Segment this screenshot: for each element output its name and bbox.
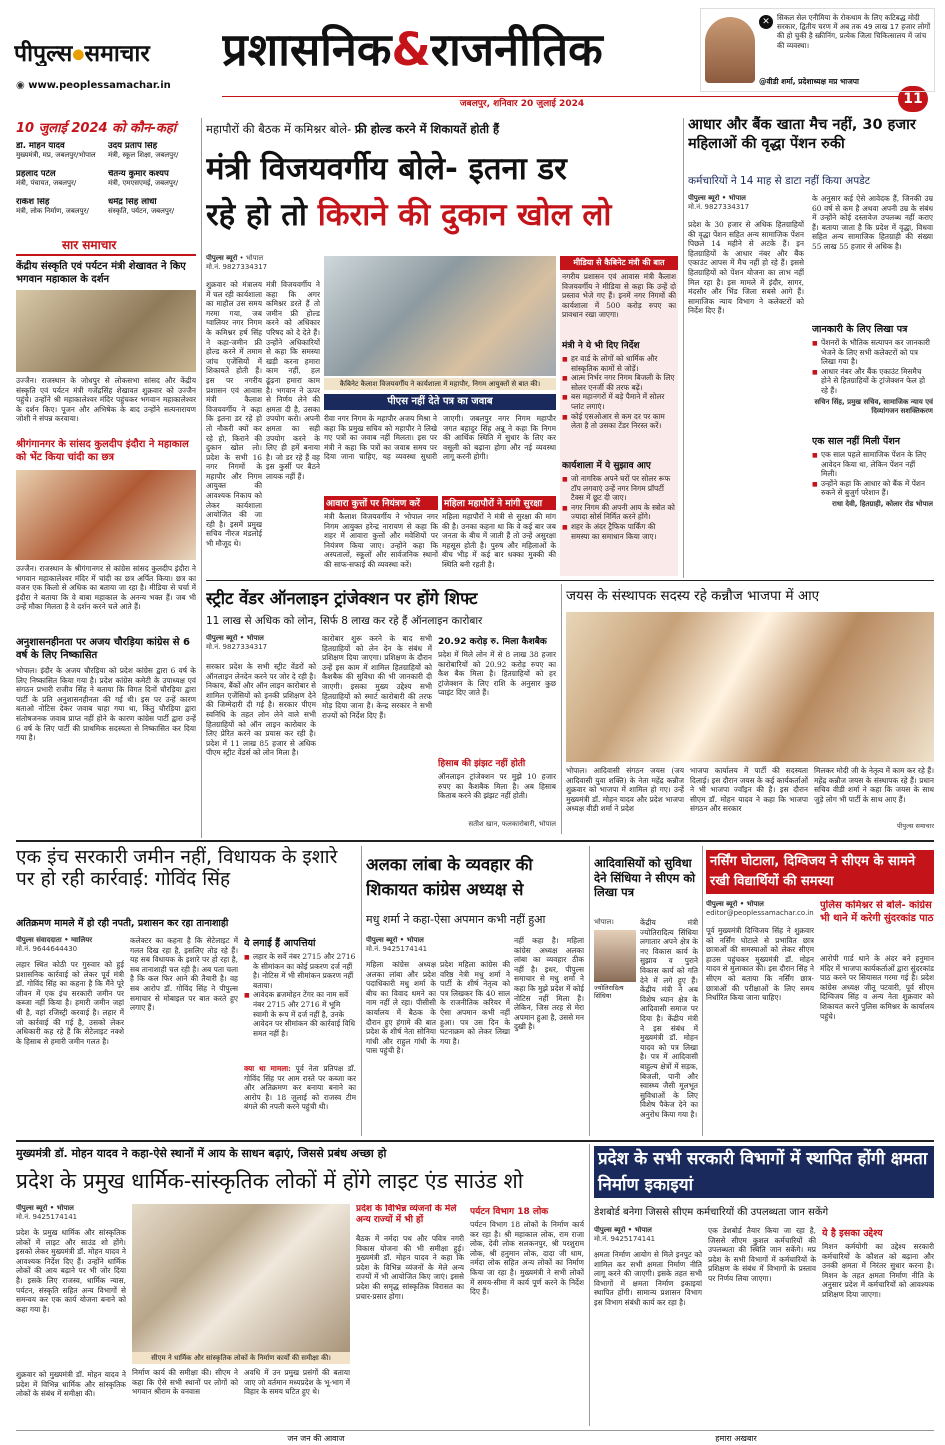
scindia-caption: ज्योतिरादित्य सिंधिया xyxy=(594,984,624,1000)
vendor-hisab-head: हिसाब की झंझट नहीं होती xyxy=(438,759,526,769)
govind-sub-head: ये लगाई हैं आपत्तियां xyxy=(244,938,316,949)
kicker-bold: फ्री होल्ड करने में शिकायतें होती हैं xyxy=(354,122,500,136)
alka-byline xyxy=(366,936,472,958)
pension-box2-head: एक साल नहीं मिली पेंशन xyxy=(812,436,901,447)
govind-note-text: पूर्व नेता प्रतिपक्ष डॉ. गोविंद सिंह पर आम रास्ते पर कब्जा कर और अतिक्रमण कर बनाया बनाने का आरोप है। 18 जुलाई को राजस्व टीम बंगले की नपती करने पहुंची थी। xyxy=(244,1064,356,1112)
lead-photo xyxy=(324,256,556,376)
person-4 xyxy=(108,170,196,196)
saar-heading xyxy=(16,236,196,256)
byline-text: पीपुल्स ब्यूरो • भोपाल xyxy=(206,634,264,642)
alka-story xyxy=(366,846,584,1136)
capacity-col1: क्षमता निर्माण आयोग से मिले इनपुट को शामिल कर सभी क्षमता निर्माण नीति लागू करने की जाएगी। इसके तहत सभी विभागों में क्षमता निर्माण इकाइयां स्थापित होंगी। सामान्य प्रशासन विभाग इस विभाग संबंधी कार्य कर रहा है। xyxy=(594,1250,702,1307)
chhatra-photo xyxy=(16,470,196,560)
vendor-quote-by: सतीश खान, फलकारोबारी, भोपाल xyxy=(468,820,556,828)
footer-right: हमारा अखबार xyxy=(715,1434,757,1443)
footer xyxy=(16,1430,934,1444)
byline-text: पीपुल्स ब्यूरो • भोपाल xyxy=(688,194,746,202)
pension-col1: प्रदेश के 30 हजार से अधिक हितग्राहियों की वृद्धा पेंशन सहित अन्य सामाजिक पेंशन पिछले 14 महीने से अटके हैं। इन हितग्राहियों के आधार नंबर और बैंक एकाउंट आपस में मैच नहीं हो रहे हैं। इससे हितग्राहियों को पेंशन योजना का लाभ नहीं मिल रहा है। इस मामले में इंदौर, सागर, मंदसौर और भिंड जिला सबसे आगे हैं। सामाजिक न्याय विभाग ने कलेक्टरों को निर्देश दिए हैं। xyxy=(688,220,804,316)
capacity-byline xyxy=(594,1226,704,1248)
scindia-text: केंद्रीय मंत्री ज्योतिरादित्य सिंधिया लगातार अपने क्षेत्र के नए विकास कार्य के सुझाव व पुराने विकास कार्य को गति देने में लगे हुए हैं। केंद्रीय मंत्री ने अब विशेष ध्यान क्षेत्र के आदिवासी समाज पर दिया है। केंद्रीय मंत्री ने इस संबंध में मुख्यमंत्री डॉ. मोहन यादव को पत्र लिखा है। पत्र में आदिवासी बाहुल्य क्षेत्रों में सड़क, बिजली, पानी और स्वास्थ्य जैसी मूलभूत सुविधाओं के लिए विशेष पैकेज देने का अनुरोध किया गया है। xyxy=(640,918,698,1119)
person-name: प्रहलाद पटेल xyxy=(16,170,56,179)
section-title-b: राजनीतिक xyxy=(430,23,603,76)
dateline-bar xyxy=(222,96,912,108)
headline-line1: मंत्री विजयवर्गीय बोले- इतना डर xyxy=(206,151,567,187)
religious-col3: बैठक में नर्मदा पथ और पवित्र नगरी विकास योजना की भी समीक्षा हुई। मुख्यमंत्री डॉ. मोहन यादव ने कहा कि प्रदेश के विभिन्न व्यंजनों के मेले अन्य राज्यों में भी आयोजित किए जाएं। इससे प्रदेश की समृद्ध सांस्कृतिक विरासत का प्रचार-प्रसार होगा। xyxy=(356,1234,464,1301)
logo[interactable] xyxy=(14,36,204,66)
media-bullet: ■ बस महानगरों में बड़े पैमाने में सोलर प्लांट लगाएं। xyxy=(562,392,676,411)
vendor-col1: सरकार प्रदेश के सभी स्ट्रीट वेंडरों को ऑनलाइन लेनदेन करने पर जोर दे रही है। निकाय, बैंकों और ऑन लाइन कारोबार से शामिल एजेंसियों को इनकी प्रशिक्षण देने की जिम्मेदारी दी गई है। सरकार पीएम स्वनिधि के तहत लोन लेने वाले सभी हितग्राहियों को ऑन लाइन कारोबार के लिए प्रेरित करने का प्रयास कर रही है। प्रदेश में 11 लाख 85 हजार से अधिक पीएम स्ट्रीट वेंडर्स को लोन मिला है। xyxy=(206,662,316,758)
media-bullet: ■ शहर के अंदर ट्रैफिक पार्किंग की समस्या का समाधान किया जाए। xyxy=(562,522,676,541)
religious-photo-caption: सीएम ने धार्मिक और सांस्कृतिक लोकों के निर्माण कार्यों की समीक्षा की। xyxy=(132,1352,350,1364)
sub1-text: रीवा नगर निगम के महापौर अजय मिश्रा ने कहा कि प्रमुख सचिव को महापौर ने लिखे गए पत्रों का जवाब नहीं मिलता। इस पर मंत्री ने कहा कि पत्रों का जवाब समय पर दिया जाना चाहिए, यह व्यवस्था सुधारी जाएगी। जबलपुर नगर निगम महापौर जगत बहादुर सिंह अन्नू ने कहा कि निगम की आर्थिक स्थिति में सुधार के लिए कर वसूली को बढ़ाना होगा और नई व्यवस्था लागू करनी होगी। xyxy=(324,414,556,462)
media-sidebar xyxy=(560,256,678,576)
pension-story xyxy=(688,116,933,576)
vendor-story xyxy=(206,584,556,834)
media-intro: नगरीय प्रशासन एवं आवास मंत्री कैलाश विजयवर्गीय ने मीडिया से कहा कि उन्हें दो प्रस्ताव भेजे गए हैं। इनमें नगर निगमों की कार्यशाला में 500 करोड़ रुपए का प्रावधान रखा जाएगा। xyxy=(562,272,676,320)
byline-city: भोपाल xyxy=(245,254,264,262)
byline-phone: मो.नं. 9827334317 xyxy=(688,203,750,211)
divider xyxy=(201,118,202,838)
govind-story xyxy=(16,846,356,1136)
religious-col1: प्रदेश के प्रमुख धार्मिक और सांस्कृतिक लोकों में लाइट और साउंड शो होंगे। इसको लेकर मुख्यमंत्री डॉ. मोहन यादव ने आवश्यक निर्देश दिए हैं। उन्होंने धार्मिक लोकों की आय बढ़ाने पर भी जोर दिया है। इसके लिए राजस्व, धार्मिक न्यास, पर्यटन, संस्कृति सहित अन्य विभागों से समन्वय कर एक कार्य योजना बनाने को कहा गया है। xyxy=(16,1228,126,1314)
logo-part1: पीपुल्स xyxy=(14,41,73,66)
vendor-headline: स्ट्रीट वेंडर ऑनलाइन ट्रांजेक्शन पर होंगे शिफ्ट xyxy=(206,589,478,608)
dateline: जबलपुर, शनिवार 20 जुलाई 2024 xyxy=(382,96,662,108)
sub2-text: मंत्री कैलाश विजयवर्गीय ने भोपाल नगर निगम आयुक्त हरेन्द्र नारायण से कहा कि शहर में आवारा कुत्तों और मवेशियों पर नियंत्रण किया जाए। उन्होंने कहा कि अस्पतालों, स्कूलों और सार्वजनिक स्थानों की साफ-सफाई की व्यवस्था करें। xyxy=(324,512,438,569)
kannauj-caption3: मिलकर मोदी जी के नेतृत्व में काम कर रहे हैं। महेंद्र कन्नौज जयस के संस्थापक रहे हैं। प्रधान सचिव वीडी शर्मा ने कहा कि जयस के साथ जुड़े लोग भी पार्टी के साथ आए हैं। xyxy=(814,766,934,804)
media-heading: मीडिया से कैबिनेट मंत्री की बात xyxy=(560,256,678,270)
saar-item1-text: उज्जैन। राजस्थान के जोधपुर से लोकसभा सांसद और केंद्रीय संस्कृति एवं पर्यटन मंत्री गजेंद्रसिंह शेखावत शुक्रवार को उज्जैन पहुंचे। उन्होंने श्री महाकालेश्वर मंदिर पहुंचकर भगवान महाकालेश्वर के दर्शन किए। पूजन और अभिषेक के बाद उन्होंने सत्यनारायण जोशी ने संपन्न करवाया। xyxy=(16,376,196,424)
capacity-story xyxy=(594,1144,934,1426)
pension-bullet: ■ आधार नंबर और बैंक एकाउंट मिसमैच होने से हितग्राहियों के ट्रांजेक्शन फेल हो रहे हैं। xyxy=(812,367,933,396)
divider xyxy=(16,840,934,842)
person-1 xyxy=(16,142,104,168)
person-detail: मंत्री, पंचायत, जबलपुर/ xyxy=(16,179,77,187)
lead-col2: मंत्री विजयवर्गीय ने कहा कि अगर कमिश्नर डरते हैं तो जमीन फ्री होल्ड करने को अधिकार परिषद को दे देते हैं। उन्होंने अधिकारियों से कहा कि समस्या खड़ी करना हमारा काम नहीं, हल ढूंढ़ना हमारा काम है। भगवान ने ऊपर से निर्णय लेने की क्षमता दी है, उसका उपयोग करो। अपनी क्षमता का सही उपयोग करने के लिए ही हमें बनाया है। जो डर रहे हैं वह इस कुर्सी पर बैठने लायक नहीं हैं। xyxy=(266,280,320,481)
quote-photo xyxy=(705,17,755,83)
media-sub-head: मंत्री ने ये भी दिए निर्देश xyxy=(562,341,640,351)
nursing-byline xyxy=(706,900,814,922)
saar-section xyxy=(16,236,196,836)
saar-item1-title: केंद्रीय संस्कृति एवं पर्यटन मंत्री शेखावत ने किए भगवान महाकाल के दर्शन xyxy=(16,261,186,285)
govind-col2: कलेक्टर का कहना है कि सेटेलाइट में गलत दिख रहा है, इसलिए तोड़ रहे हैं। यह सब विधायक के इशारे पर हो रहा है, सब तानाशाही चल रही है। अब पता चला है कि कल फिर आने की तैयारी है। वह सब आरोप डॉ. गोविंद सिंह ने पीपुल्स समाचार से मोबाइल पर बात करते हुए लगाए हैं। xyxy=(130,936,238,1013)
divider xyxy=(589,846,590,1136)
kannauj-credit: पीपुल्स समाचार xyxy=(897,822,934,830)
pension-subhead: कर्मचारियों ने 14 माह से डाटा नहीं किया अपडेट xyxy=(688,175,871,187)
alka-col3: नहीं कहा है। महिला कांग्रेस अध्यक्ष अलका लांबा का व्यवहार ठीक नहीं है। इधर, पीपुल्स समाचार से मधु शर्मा ने कहा कि मुझे प्रदेश में कोई नोटिस नहीं मिला है। लेकिन, जिस तरह से मेरा अपमान हुआ है, उससे मन दुखी है। xyxy=(514,936,584,1032)
byline-phone: मो.नं. 9827334317 xyxy=(206,263,268,271)
pension-signature2: राधा देवी, हितग्राही, कोलार रोड भोपाल xyxy=(832,499,933,508)
saar-item2-title: श्रीगंगानगर के सांसद कुलदीप इंदौरा ने महाकाल को भेंट किया चांदी का छत्र xyxy=(16,439,189,463)
religious-col3-head: प्रदेश के विभिन्न व्यंजनों के मेले अन्य राज्यों में भी हों xyxy=(356,1204,457,1225)
kannauj-caption2: भाजपा कार्यालय में पार्टी की सदस्यता दिलाई। इस दौरान जयस के कई कार्यकर्ताओं ने भी भाजपा ज्वॉइन की है। इस दौरान सीएम डॉ. मोहन यादव ने कहा कि भाजपा संगठन और सरकार xyxy=(690,766,808,814)
sub3-head: महिला महापौरों ने मांगी सुरक्षा xyxy=(442,496,556,510)
pension-col2: के अनुसार कई ऐसे आवेदक हैं, जिनकी उम्र 60 वर्ष से कम है अथवा अपनी उम्र के संबंध में उन्होंने कोई दस्तावेज उपलब्ध नहीं कराए हैं। बताया जाता है कि प्रदेश में वृद्धा, विधवा सहित अन्य सामाजिक हितग्राही की संख्या 55 लाख 55 हजार से अधिक है। xyxy=(812,194,933,251)
govind-byline xyxy=(16,936,124,958)
byline-text: पीपुल्स संवाददाता • ग्वालियर xyxy=(16,936,93,944)
section-title xyxy=(222,20,692,80)
capacity-subhead: डेशबोर्ड बनेगा जिससे सीएम कर्मचारियों की उपलब्धता जान सकेंगे xyxy=(594,1207,829,1218)
media-bullet: ■ जो नागरिक अपने घरों पर सोलर रूफ टॉप लगवाएं उन्हें नगर निगम प्रॉपर्टी टैक्स में छूट दी जाए। xyxy=(562,474,676,503)
person-3 xyxy=(16,170,104,196)
byline-org: पीपुल्स ब्यूरो xyxy=(206,254,238,262)
pension-byline xyxy=(688,194,804,216)
nursing-box-head: पुलिस कमिश्नर से बोले- कांग्रेस भी थाने में करेगी सुंदरकांड पाठ xyxy=(820,900,934,924)
media-bullet: ■ हर वार्ड के लोगों को धार्मिक और सांस्कृतिक कामों से जोड़ें। xyxy=(562,354,676,373)
nursing-email[interactable]: editor@peoplessamachar.co.in xyxy=(706,909,814,917)
nursing-col1: पूर्व मुख्यमंत्री दिग्विजय सिंह ने शुक्रवार को नर्सिंग घोटाले से प्रभावित छात्र छात्राओं की समस्याओं को लेकर सीएम हाउस पहुंचकर मुख्यमंत्री डॉ. मोहन यादव से मुलाकात की। इस दौरान सिंह ने सीएम को बताया कि नर्सिंग छात्र-छात्राओं की परीक्षाओं के लिए समय निर्धारित किया जाना चाहिए। xyxy=(706,926,814,1003)
headline-line2-red: किराने की दुकान खोल लो xyxy=(317,197,612,233)
kicker-plain: महापौरों की बैठक में कमिश्नर बोले- xyxy=(206,122,352,136)
religious-col4-head: पर्यटन विभाग 18 लोक xyxy=(470,1207,549,1217)
lead-photo-caption: कैबिनेट कैलाश विजयवर्गीय ने कार्यशाला में महापौर, निगम आयुक्तों से बात की। xyxy=(324,378,556,390)
saar-heading-text: सार समाचार xyxy=(56,236,122,253)
saar-item3-title: अनुशासनहीनता पर अजय चौरड़िया कांग्रेस से 6 वर्ष के लिए निष्कासित xyxy=(16,637,190,661)
page-number: 11 xyxy=(898,86,928,112)
vendor-cb-text: प्रदेश में मिले लोन में से 8 लाख 38 हजार कारोबारियों को 20.92 करोड़ रुपए का कैश बैक मिला है। हितग्राहियों को हर ट्रांजेक्शन के लिए राशि के अनुसार कुछ प्वाइंट दिए जाते हैं। xyxy=(438,650,556,698)
religious-photo xyxy=(132,1204,350,1352)
footer-left: जन जन की आवाज xyxy=(287,1434,345,1443)
pension-headline: आधार और बैंक खाता मैच नहीं, 30 हजार महिलाओं की वृद्धा पेंशन रुकी xyxy=(688,117,916,152)
byline-phone: मो.नं. 9425174141 xyxy=(366,945,428,953)
pension-signature1: सचिन सिंह, प्रमुख सचिव, सामाजिक न्याय एवं दिव्यांगजन सशक्तिकरण xyxy=(814,397,933,415)
kannauj-story xyxy=(566,584,934,834)
quote-author: @वीडी शर्मा, प्रदेशाध्यक्ष मप्र भाजपा xyxy=(759,77,859,86)
person-6 xyxy=(108,198,196,224)
sub1-head: पीएस नहीं देते पत्र का जवाब xyxy=(324,394,556,410)
capacity-headline: प्रदेश के सभी सरकारी विभागों में स्थापित होंगी क्षमता निर्माण इकाइयां xyxy=(594,1146,934,1198)
lead-byline: पीपुल्स ब्यूरो • भोपाल मो.नं. 9827334317 xyxy=(206,254,268,271)
pension-bullet: ■ एक साल पहले सामाजिक पेंशन के लिए आवेदन किया था, लेकिन पेंशन नहीं मिली। xyxy=(812,450,933,479)
alka-subhead: मधु शर्मा ने कहा-ऐसा अपमान कभी नहीं हुआ xyxy=(366,913,546,926)
website-text: www.peoplessamachar.in xyxy=(28,80,171,91)
quote-text: सिकल सेल एनीमिया के रोकथाम के लिए कटिबद्ध मोदी सरकार, द्वितीय चरण में अब तक 49 लाख 17 हजार लोगों की हो चुकी है स्क्रीनिंग, प्रत्येक जिला चिकित्सालय में जांच की व्यवस्था। xyxy=(777,13,931,50)
scindia-story xyxy=(594,846,698,1136)
media-bullet: ■ आत्म निर्भर नगर निगम बिजली के लिए सोलर एनर्जी की तरफ बढ़ें। xyxy=(562,373,676,392)
byline-phone: मो.नं. 9827334317 xyxy=(206,643,268,651)
media-bullet: ■ नगर निगम की अपनी आय के स्त्रोत को ज्यादा सोर्स निर्मित करने होंगे। xyxy=(562,503,676,522)
media-bullets xyxy=(562,354,676,454)
alka-headline: अलका लांबा के व्यवहार की शिकायत कांग्रेस अध्यक्ष से xyxy=(366,855,533,899)
whos-where-box xyxy=(16,118,196,230)
religious-story xyxy=(16,1144,584,1426)
byline-text: पीपुल्स ब्यूरो • भोपाल xyxy=(366,936,424,944)
whos-where-title: 10 जुलाई 2024 को कौन-कहां xyxy=(16,121,177,136)
vendor-byline xyxy=(206,634,316,656)
saar-item3-text: भोपाल। इंदौर के अजय चौरड़िया को प्रदेश कांग्रेस द्वारा 6 वर्ष के लिए निष्कासित किया गया है। प्रदेश कांग्रेस कमेटी के उपाध्यक्ष एवं संगठन प्रभारी राजीव सिंह ने बताया कि विगत दिनों चौरड़िया द्वारा पार्टी के प्रति अनुशासनहीनता की गई थी। इस पर उन्हें कारण बताओ नोटिस देकर जवाब चाहा गया था, किंतु चौरड़िया द्वारा संतोषजनक जवाब प्राप्त नहीं होने के कारण कांग्रेस पार्टी द्वारा उन्हें 6 वर्ष के लिए पार्टी की प्राथमिक सदस्यता से निष्कासित कर दिया गया है। xyxy=(16,666,196,743)
person-detail: संस्कृति, पर्यटन, जबलपुर/ xyxy=(108,207,175,215)
person-detail: मंत्री, एमएसएमई, जबलपुर/ xyxy=(108,179,179,187)
divider xyxy=(683,118,684,578)
kannauj-photo xyxy=(566,612,934,762)
govind-bullet: ■ लहार के सर्वे नंबर 2715 और 2716 के सीमांकन का कोई प्रकरण दर्ज नहीं है। नोटिस में भी सीमांकन प्रकरण नहीं बताया। xyxy=(244,952,356,990)
divider xyxy=(361,846,362,1136)
govind-note-label: क्या था मामला: xyxy=(244,1064,291,1073)
govind-headline: एक इंच सरकारी जमीन नहीं, विधायक के इशारे पर हो रही कार्रवाई: गोविंद सिंह xyxy=(16,846,338,890)
person-name: राकेश सिंह xyxy=(16,198,50,207)
scindia-byline: भोपाल। xyxy=(594,918,614,926)
govind-col1: लहार स्थित कोठी पर गुरुवार को हुई प्रशासनिक कार्रवाई को लेकर पूर्व मंत्री डॉ. गोविंद सिंह का कहना है कि मैंने पूरे जीवन में एक इंच सरकारी जमीन पर कब्जा नहीं किया है। हमारी जमीन जहां थी है, वहां रजिस्ट्री करवाई है। लहार में जो कार्रवाई की गई है, उसको लेकर अधिकारी कह रहे हैं कि सेटेलाइट नक्शे के हिसाब से हमारी जमीन गलत है। xyxy=(16,960,124,1046)
pension-bullet: ■ उन्होंने कहा कि आधार को बैंक में पेंशन रुकने से बुजुर्ग परेशान हैं। xyxy=(812,479,933,498)
religious-col4: पर्यटन विभाग 18 लोकों के निर्माण कार्य कर रहा है। श्री महाकाल लोक, राम राजा लोक, देवी लोक सलकनपुर, श्री परशुराम लोक, श्री हनुमान लोक, दादा जी धाम, नर्मदा लोक सहित अन्य लोकों का निर्माण किया जा रहा है। मुख्यमंत्री ने सभी लोकों में समय-सीमा में कार्य पूर्ण करने के निर्देश दिए हैं। xyxy=(470,1220,584,1297)
govind-subhead: अतिक्रमण मामले में हो रही नपती, प्रशासन कर रहा तानाशाही xyxy=(16,918,229,929)
byline-text: पीपुल्स ब्यूरो • भोपाल xyxy=(594,1226,652,1234)
lead-col1: शुक्रवार को मंत्रालय में चल रही कार्यशाला का माहौल उस समय गरमा गया, जब ग्वालियर नगर निगम के कमिश्नर हर्ष सिंह ने कहा-जमीन फ्री होल्ड करने में तमाम जांच एजेंसियों में शिकायतें होती हैं। इस पर नगरीय प्रशासन एवं आवास मंत्री कैलाश विजयवर्गीय ने कहा कि इतना डर रहे हो तो नौकरी क्यों कर रहे हो, किराने की दुकान खोल लो। प्रदेश के सभी 16 नगर निगमों के महापौर और निगम आयुक्त की आवश्यक निकाय को लेकर कार्यशाला आयोजित की जा रही है। इसमें प्रमुख सचिव नीरज मंडलोई भी मौजूद थे। xyxy=(206,280,262,549)
logo-dot-icon: ● xyxy=(72,46,85,63)
globe-icon: ◉ xyxy=(16,80,25,91)
person-name: चैतन्य कुमार कश्यप xyxy=(108,170,169,179)
media-bullet: ■ कोई एसओआर से कम दर पर काम लेता है तो उसका टेंडर निरस्त करें। xyxy=(562,412,676,431)
pension-box1-head: जानकारी के लिए लिखा पत्र xyxy=(812,324,908,335)
headline-line2-black: रहे हो तो xyxy=(206,197,307,233)
govind-bullets xyxy=(244,952,356,1062)
divider xyxy=(589,1144,590,1426)
scindia-headline: आदिवासियों को सुविधा देने सिंधिया ने सीएम को लिखा पत्र xyxy=(594,856,696,899)
quote-box xyxy=(700,8,935,92)
govind-bullet: ■ आवेदक ब्रजमोहन टेंगर का नाम सर्वे नंबर 2715 और 2716 में भूमि स्वामी के रूप में दर्ज नहीं है, उनके आवेदन पर सीमांकन की कार्रवाई विधि समत नहीं है। xyxy=(244,990,356,1038)
headline-line2 xyxy=(206,192,676,238)
byline-phone: मो.नं. 9425174141 xyxy=(594,1235,656,1243)
divider xyxy=(206,580,934,581)
sub3-text: महिला महापौरों ने मंत्री से सुरक्षा की मांग की है। उनका कहना था कि वे कई बार जब जनता के बीच में जाती हैं तो उन्हें असुरक्षा महसूस होती है। पुरुष और महिलाओं के बीच भीड़ में कई बार धक्का मुक्की की स्थिति बनी रहती है। xyxy=(442,512,556,569)
person-name: उदय प्रताप सिंह xyxy=(108,142,158,151)
logo-part2: समाचार xyxy=(84,41,150,66)
media-sub-head2: कार्यशाला में ये सुझाव आए xyxy=(562,461,651,471)
mahakal-photo xyxy=(16,290,196,372)
masthead xyxy=(0,0,945,112)
capacity-col2: एक डेशबोर्ड तैयार किया जा रहा है, जिससे सीएम कुशल कर्मचारियों की उपलब्धता की स्थिति जान सकेंगे। मप्र प्रदेश के सभी विभागों में कर्मचारियों के प्रशिक्षण के संबंध में विभागों के प्रस्ताव पर निर्णय लिया जाएगा। xyxy=(708,1226,816,1283)
kannauj-caption1: भोपाल। आदिवासी संगठन जयस (जय आदिवासी युवा शक्ति) के नेता महेंद्र कन्नौज शुक्रवार को भाजपा में शामिल हो गए। उन्हें मुख्यमंत्री डॉ. मोहन यादव और प्रदेश भाजपा अध्यक्ष वीडी शर्मा ने प्रदेश xyxy=(566,766,684,814)
x-icon: ✕ xyxy=(759,15,773,29)
vendor-col2: कारोबार शुरू करने के बाद सभी हितग्राहियों को लेन देन के संबंध में प्रशिक्षण दिया जाएगा। प्रशिक्षण के दौरान उन्हें इस काम में शामिल हितग्राहियों को कैशबैक की सुविधा की भी जानकारी दी जाएगी। इसका मुख्य उद्देश्य सभी हितग्राहियों को स्मार्ट कारोबारी की तरफ मोड़ दिया जाना है। केन्द्र सरकार ने सभी राज्यों को निर्देश दिए हैं। xyxy=(322,634,432,720)
website-link[interactable] xyxy=(16,80,206,94)
person-5 xyxy=(16,198,104,224)
capacity-col3: मिशन कर्मयोगी का उद्देश्य सरकारी कर्मचारियों के कौशल को बढ़ाना और उनकी क्षमता में निरंतर सुधार करना है। मिशन के तहत क्षमता निर्माण नीति के अनुसार प्रदेश में कर्मचारियों को आवश्यक प्रशिक्षण दिया जाएगा। xyxy=(822,1242,934,1299)
divider xyxy=(16,1140,934,1142)
divider xyxy=(561,584,562,834)
byline-text: पीपुल्स ब्यूरो • भोपाल xyxy=(706,900,764,908)
govind-note xyxy=(244,1064,356,1134)
byline-phone: मो.नं. 9644644430 xyxy=(16,945,78,953)
religious-col2b: अवधि में उन प्रमुख प्रसंगों की बताया जाए जो वर्तमान मध्यप्रदेश के भू-भाग में विहार के समय घटित हुए थे। xyxy=(244,1368,350,1397)
nursing-headline: नर्सिंग घोटाला, दिग्विजय ने सीएम के सामने रखी विद्यार्थियों की समस्या xyxy=(706,850,934,894)
kannauj-headline: जयस के संस्थापक सदस्य रहे कन्नौज भाजपा में आए xyxy=(566,588,820,604)
saar-item2-text: उज्जैन। राजस्थान के श्रीगंगानगर से कांग्रेस सांसद कुलदीप इंदौरा ने भगवान महाकालेश्वर मंदिर में चांदी का छत्र अर्पित किया। छत्र का वजन एक किलो से अधिक का बताया जा रहा है। मीडिया से चर्चा में इंदौरा ने बताया कि वे बाबा महाकाल के अनन्य भक्त हैं। जब भी उन्हें मौका मिलता है वे दर्शन करने चले आते हैं। xyxy=(16,564,196,612)
byline-phone: मो.नं. 9425174141 xyxy=(16,1213,78,1221)
lead-headline xyxy=(206,146,676,250)
media-bullets2 xyxy=(562,474,676,574)
religious-col1b: शुक्रवार को मुख्यमंत्री डॉ. मोहन यादव ने प्रदेश में विभिन्न धार्मिक और सांस्कृतिक लोकों के संबंध में समीक्षा की। xyxy=(16,1370,126,1399)
alka-col2: प्रदेश महिला कांग्रेस की वरिष्ठ नेत्री मधु शर्मा ने पार्टी के शीर्ष नेतृत्व को पत्र लिखकर कि 40 साल के राजनीतिक करियर में ऐसा अपमान कभी नहीं हुआ। पत्र उस दिन के घटनाक्रम को लेकर लिखा गया है। xyxy=(440,960,510,1046)
nursing-story xyxy=(706,846,934,1136)
person-name: धर्मेंद्र सिंह लोधी xyxy=(108,198,157,207)
vendor-subhead: 11 लाख से अधिक को लोन, सिर्फ 8 लाख कर रहे हैं ऑनलाइन कारोबार xyxy=(206,615,483,627)
person-detail: मंत्री, लोक निर्माण, जबलपुर/ xyxy=(16,207,89,215)
person-2 xyxy=(108,142,196,168)
pension-box2 xyxy=(812,450,933,570)
section-title-a: प्रशासनिक xyxy=(222,23,392,76)
person-detail: मंत्री, स्कूल शिक्षा, जबलपुर/ xyxy=(108,151,179,159)
vendor-hisab-text: ऑनलाइन ट्रांजेक्शन पर मुझे 10 हजार रुपए का कैशबैक मिला है। अब हिसाब किताब करने की झंझट नहीं होती। xyxy=(438,772,556,801)
religious-headline: प्रदेश के प्रमुख धार्मिक-सांस्कृतिक लोकों में होंगे लाइट एंड साउंड शो xyxy=(16,1169,524,1193)
vendor-cb-head: 20.92 करोड़ रु. मिला कैशबैक xyxy=(438,637,547,647)
pension-box1 xyxy=(812,338,933,430)
nursing-col2: आरोपी गार्ड थाने के अंदर बने हनुमान मंदिर में भाजपा कार्यकर्ताओं द्वारा सुंदरकांड पाठ करने पर सियासत गरमा गई है। प्रदेश कांग्रेस अध्यक्ष जीतू पटवारी, पूर्व सीएम दिग्विजय सिंह व अन्य नेता शुक्रवार को शिकायत करने पुलिस कमिश्नर के कार्यालय पहुंचे। xyxy=(820,954,934,1021)
lead-kicker xyxy=(206,122,676,140)
capacity-col3-head: ये है इसका उद्देश्य xyxy=(822,1228,883,1239)
person-detail: मुख्यमंत्री, मप्र, जबलपुर/भोपाल xyxy=(16,151,96,159)
pension-bullet: ■ पेंशनरों के भौतिक सत्यापन कर जानकारी भेजने के लिए सभी कलेक्टरों को पत्र लिखा गया है। xyxy=(812,338,933,367)
religious-col2a: निर्माण कार्य की समीक्षा की। सीएम ने कहा कि ऐसे सभी स्थानों पर लोगों को भगवान श्रीराम के वनवास xyxy=(132,1368,238,1397)
byline-text: पीपुल्स ब्यूरो • भोपाल xyxy=(16,1204,74,1212)
alka-col1: महिला कांग्रेस अध्यक्ष अलका लांबा और प्रदेश पदाधिकारी मधु शर्मा के बीच का विवाद थमने का नाम नहीं ले रहा। पीसीसी कार्यालय में बैठक के दौरान हुए हंगामे की बात प्रदेश के शीर्ष नेता सोनिया गांधी और राहुल गांधी के पास पहुंची है। xyxy=(366,960,436,1056)
scindia-photo xyxy=(594,930,636,982)
sub2-head: आवारा कुत्तों पर नियंत्रण करें xyxy=(324,496,438,510)
religious-kicker: मुख्यमंत्री डॉ. मोहन यादव ने कहा-ऐसे स्थानों में आय के साधन बढ़ाएं, जिससे प्रबंध अच्छा हो xyxy=(16,1147,387,1160)
person-name: डॉ. मोहन यादव xyxy=(16,142,65,151)
section-amp: & xyxy=(391,23,431,76)
religious-byline xyxy=(16,1204,126,1226)
divider xyxy=(702,846,703,1136)
